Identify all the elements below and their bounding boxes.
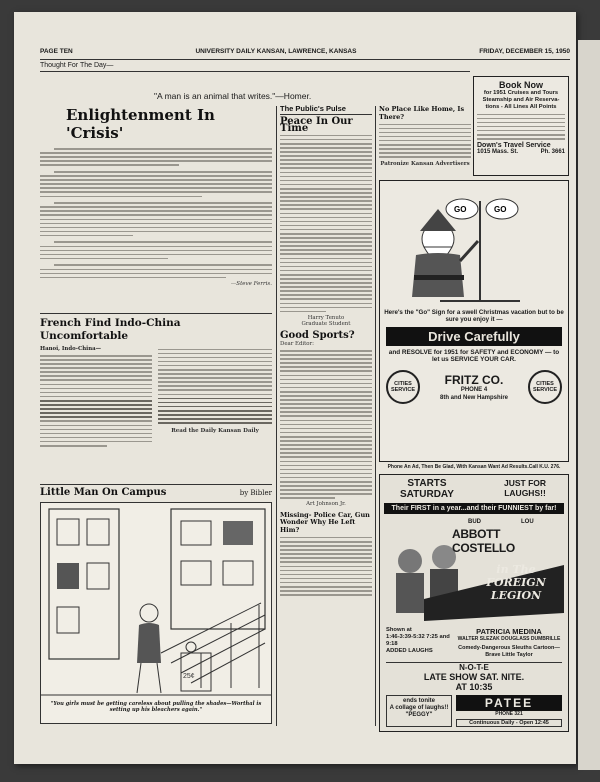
fritz-name: FRITZ CO.	[444, 373, 504, 387]
cartoon-panel	[40, 502, 272, 724]
travel-address: 1015 Mass. St.	[477, 149, 519, 156]
cartoon-drawing	[41, 503, 271, 723]
theatre-name: PATEE	[456, 695, 562, 711]
movie-late-time: AT 10:35	[455, 682, 493, 692]
movie-short: Comedy-Dangerous Sleuths Cartoon—Brave Little Taylor	[458, 645, 560, 658]
travel-line2: Steamship and Air Reserva-	[482, 97, 560, 103]
movie-laughs: JUST FOR LAUGHS!!	[503, 478, 547, 498]
movie-costar: PATRICIA MEDINA	[476, 627, 542, 636]
movie-starts: STARTS	[407, 478, 447, 489]
editorial-body	[40, 148, 272, 278]
newspaper-page	[14, 12, 576, 764]
movie-late-show: LATE SHOW SAT. NITE.	[423, 672, 525, 682]
movie-ends: ends tonite	[402, 698, 435, 704]
travel-ad	[473, 76, 569, 176]
movie-note: N-O-T-E	[459, 663, 489, 672]
pulse-signer1: Harry Tenuto	[307, 314, 345, 321]
cities-service-badge-left: CITIES SERVICE	[386, 370, 420, 404]
public-pulse	[280, 106, 372, 598]
masthead	[40, 48, 570, 60]
movie-bud: BUD	[468, 519, 481, 525]
noplace-article	[379, 106, 471, 167]
fritz-phone: PHONE 4	[460, 387, 488, 393]
movie-added: ADDED LAUGHS	[386, 648, 433, 654]
pulse-title: Peace In Our Time	[280, 116, 353, 134]
adjacent-page-edge	[578, 40, 600, 770]
noplace-footer: Patronize Kansan Advertisers	[380, 160, 470, 167]
movie-cast: WALTER SLEZAK DOUGLASS DUMBRILLE	[457, 636, 561, 642]
travel-title: Book Now	[499, 80, 543, 90]
movie-ad	[379, 474, 569, 732]
page-number: PAGE TEN	[40, 48, 73, 55]
movie-times: 1:46-3:39-5:32 7:25 and 9:18	[386, 634, 450, 647]
issue-date: FRIDAY, DECEMBER 15, 1950	[479, 48, 570, 55]
travel-phone: Ph. 3661	[540, 149, 565, 156]
travel-line1: for 1951 Cruises and Tours	[483, 90, 559, 96]
noplace-title: No Place Like Home, Is There?	[379, 105, 465, 121]
drive-banner: Drive Carefully	[386, 327, 562, 346]
theatre-phone: PHONE 321	[495, 711, 523, 717]
fritz-street: 8th and New Hampshire	[439, 395, 508, 401]
booth-sign: 25¢	[183, 673, 195, 680]
fritz-ad	[379, 180, 569, 462]
indochina-title: French Find Indo-China Uncomfortable	[40, 317, 181, 342]
cartoon-header	[40, 487, 272, 501]
movie-lou: LOU	[521, 519, 534, 525]
santa-illustration	[380, 181, 568, 309]
travel-line3: tions - All Lines All Points	[485, 104, 557, 110]
indochina-footer: Read the Daily Kansan Daily	[171, 427, 259, 434]
fritz-resolve: and RESOLVE for 1951 for SAFETY and ECONOMY — to let us SERVICE YOUR CAR.	[388, 348, 560, 364]
movie-banner: Their FIRST in a year...and their FUNNIEST by far!	[384, 503, 564, 514]
missing-title: Missing- Police Car, Gun Wonder Why He Left Him?	[280, 510, 370, 534]
movie-saturday: SATURDAY	[400, 489, 454, 500]
theatre-hours: Continuous Daily - Open 12:45	[456, 719, 562, 727]
cartoon-title: Little Man On Campus	[40, 487, 167, 498]
cartoon-byline: by Bibler	[239, 489, 272, 497]
movie-stars: ABBOTT COSTELLO	[452, 527, 515, 555]
go-sign-left: GO	[454, 205, 467, 214]
thought-label: Thought For The Day—	[40, 62, 470, 72]
thought-quote: "A man is an animal that writes."—Homer.	[154, 91, 312, 101]
editorial-article	[40, 106, 272, 287]
movie-collage: A collage of laughs!! "PEGGY"	[389, 705, 449, 718]
fritz-tagline: Here's the "Go" Sign for a swell Christmas vacation but to be sure you enjoy it —	[384, 309, 564, 324]
sports-signer: Art Johnson Jr.	[306, 501, 346, 508]
go-sign-right: GO	[494, 205, 507, 214]
paper-name: UNIVERSITY DAILY KANSAN, LAWRENCE, KANSAS	[195, 48, 357, 55]
movie-film-title: in The FOREIGN LEGION	[486, 563, 546, 602]
movie-shown: Shown at	[386, 627, 412, 633]
pulse-signer1-title: Graduate Student	[301, 321, 351, 328]
pulse-header: The Public's Pulse	[280, 106, 372, 115]
cartoon-caption: "You girls must be getting careless about pulling the shades—Worthal is setting up his bleachers again."	[50, 701, 262, 714]
indochina-dateline: Hanoi, Indo-China—	[40, 346, 102, 352]
indochina-article	[40, 317, 272, 449]
want-ad-footer: Phone An Ad, Then Be Glad, With Kansan Want Ad Results.Call K.U. 276.	[387, 464, 561, 470]
editorial-byline: —Steve Ferris.	[230, 280, 272, 287]
sports-salutation: Dear Editor:	[280, 341, 314, 348]
cities-service-badge-right: CITIES SERVICE	[528, 370, 562, 404]
sports-title: Good Sports?	[280, 329, 355, 341]
editorial-title: Enlightenment In 'Crisis'	[66, 106, 215, 142]
travel-agency: Down's Travel Service	[477, 142, 551, 150]
